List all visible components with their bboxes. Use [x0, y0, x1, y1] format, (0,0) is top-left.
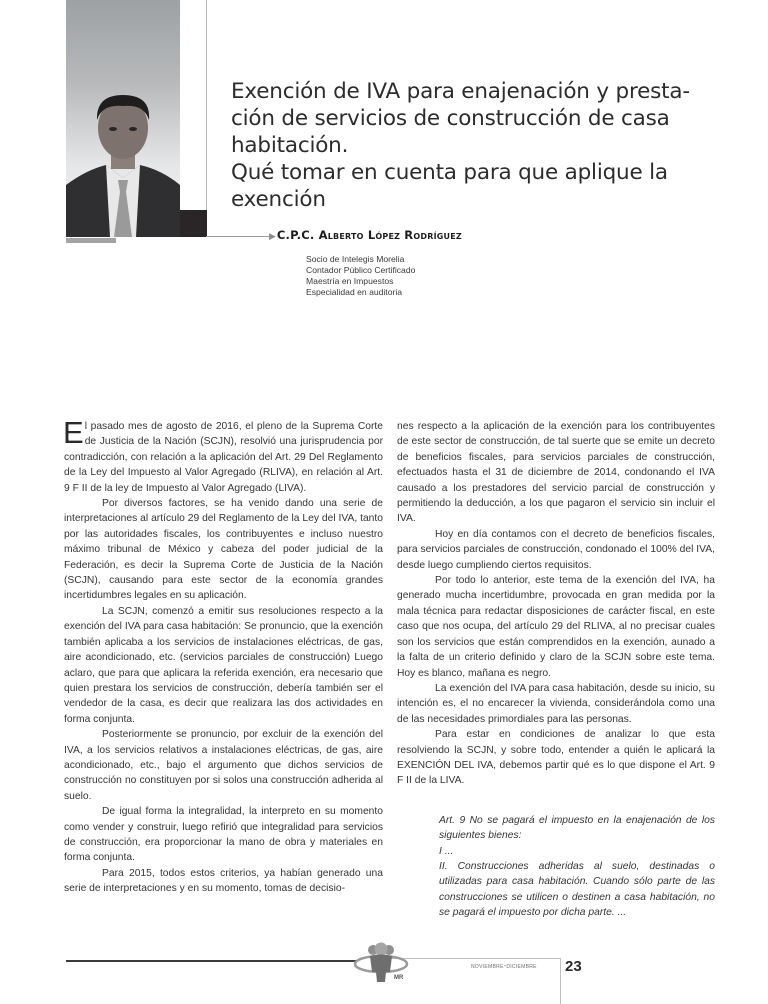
photo-accent-bar [66, 238, 116, 243]
author-photo [66, 0, 180, 237]
bio-line: Socio de Intelegis Morelia [306, 254, 405, 264]
quote-line: I ... [439, 845, 454, 857]
title-line: Qué tomar en cuenta para que aplique la [231, 160, 668, 186]
author-name: C.P.C. Alberto López Rodríguez [276, 228, 462, 242]
title-line: habitación. [231, 133, 349, 159]
quote-line: II. Construcciones adheridas al suelo, destinadas o utilizadas para casa habitación. Cuando sólo parte de las construcciones se utilicen o destinen a casa habitación, no se pagará el impuesto por dicha parte. ... [439, 860, 715, 919]
people-group-icon [353, 940, 415, 984]
paragraph [63, 415, 383, 496]
triangle-right-icon: ▶ [269, 232, 276, 242]
people-group-logo [353, 940, 415, 984]
body-column-right [397, 419, 715, 921]
bio-line: Contador Público Certificado [306, 265, 416, 275]
header-accent-block [180, 210, 207, 237]
paragraph: La exención del IVA para casa habitación, desde su inicio, su intención es, el no encarecer la vivienda, considerándola como una de las necesidades primordiales para las personas. [397, 682, 715, 725]
page-number: 23 [565, 958, 582, 975]
paragraph-text: l pasado mes de agosto de 2016, el pleno de la Suprema Corte de Justicia de la Nación (SCJN), resolvió una jurisprudencia por contradicción, con relación a la aplicación del Art. 29 Del Reglamento de la Ley del Impuesto al Valor Agregado (RLIVA), en relación al Art. 9 F II de la ley de Impuesto al Valor Agregado (LIVA). [64, 421, 383, 494]
footer-rule [66, 960, 358, 962]
paragraph: Para 2015, todos estos criterios, ya habían generado una serie de interpretaciones y en su momento, tomas de decisio- [64, 867, 383, 895]
issue-date: noviembre-diciembre [471, 963, 537, 970]
drop-cap: E [63, 415, 84, 450]
header-vertical-rule [206, 0, 207, 237]
paragraph: De igual forma la integralidad, la interpreto en su momento como vender y construir, luego refirió que integralidad para servicios de construcción, era proporcionar la mano de obra y materiales en forma conjunta. [64, 806, 383, 864]
author-portrait-graphic [66, 0, 180, 237]
logo-mark: MR [394, 975, 404, 981]
title-line: Exención de IVA para enajenación y presta- [231, 79, 690, 105]
law-quote [439, 813, 715, 921]
author-byline [269, 228, 462, 242]
author-bio [306, 254, 415, 298]
paragraph: Por diversos factores, se ha venido dando una serie de interpretaciones al artículo 29 del Reglamento de la Ley del IVA, tanto por las autoridades fiscales, los contribuyentes e incluso nuestro máximo tribunal de México y cabeza del poder judicial de la Federación, es decir la Suprema Corte de Justicia de la Nación (SCJN), causando para este sector de la economía grandes incertidumbres legales en su aplicación. [64, 498, 383, 602]
title-line: exención [231, 187, 326, 213]
author-rule [206, 236, 272, 237]
quote-line: Art. 9 No se pagará el impuesto en la enajenación de los siguientes bienes: [439, 814, 715, 842]
paragraph: Por todo lo anterior, este tema de la exención del IVA, ha generado mucha incertidumbre, provocada en gran medida por la mala técnica para redactar disposiciones de carácter fiscal, en este caso que nos ocupa, del artículo 29 del RLIVA, al no precisar cuales son los servicios que están comprendidos en la exención, aunado a la falta de un criterio definido y claro de la SCJN sobre este tema. Hoy es blanco, mañana es negro. [397, 575, 715, 679]
paragraph: Para estar en condiciones de analizar lo que esta resolviendo la SCJN, y sobre todo, entender a quién le aplicará la EXENCIÓN DEL IVA, debemos partir qué es lo que dispone el Art. 9 F II de la LIVA. [397, 729, 715, 787]
paragraph: La SCJN, comenzó a emitir sus resoluciones respecto a la exención del IVA para casa habitación: Se pronuncio, que la exención también aplicaba a los servicios de instalaciones eléctricas, de gas, aire acondicionado, etc. (servicios parciales de construcción) Luego aclaro, que para que aplicara la referida exención, era necesario que quien prestara los servicios de construcción, debería también ser el vendedor de la casa, es decir que realizara las dos actividades en forma conjunta. [64, 605, 383, 725]
body-column-left [63, 415, 383, 897]
bio-line: Especialidad en auditoria [306, 287, 403, 297]
footer-vertical-rule [560, 958, 561, 1004]
paragraph: nes respecto a la aplicación de la exención para los contribuyentes de este sector de construcción, de tal suerte que se emite un decreto de beneficios fiscales, para servicios parciales de construcción, efectuados hasta el 31 de diciembre de 2014, condonando el IVA causado a los prestadores del servicio parcial de construcción y permitiendo la deducción, a los que pagaron el servicio sin incluir el IVA. [397, 421, 715, 525]
article-title [231, 78, 701, 213]
paragraph: Posteriormente se pronuncio, por excluir de la exención del IVA, a los servicios relativos a instalaciones eléctricas, de gas, aire acondicionado, etc., bajo el argumento que dichos servicios de construcción no constituyen por si solos una construcción adherida al suelo. [64, 729, 383, 802]
paragraph: Hoy en día contamos con el decreto de beneficios fiscales, para servicios parciales de construcción, condonado el 100% del IVA, desde luego cumpliendo ciertos requisitos. [397, 528, 715, 571]
title-line: ción de servicios de construcción de casa [231, 106, 670, 132]
bio-line: Maestría en Impuestos [306, 276, 394, 286]
